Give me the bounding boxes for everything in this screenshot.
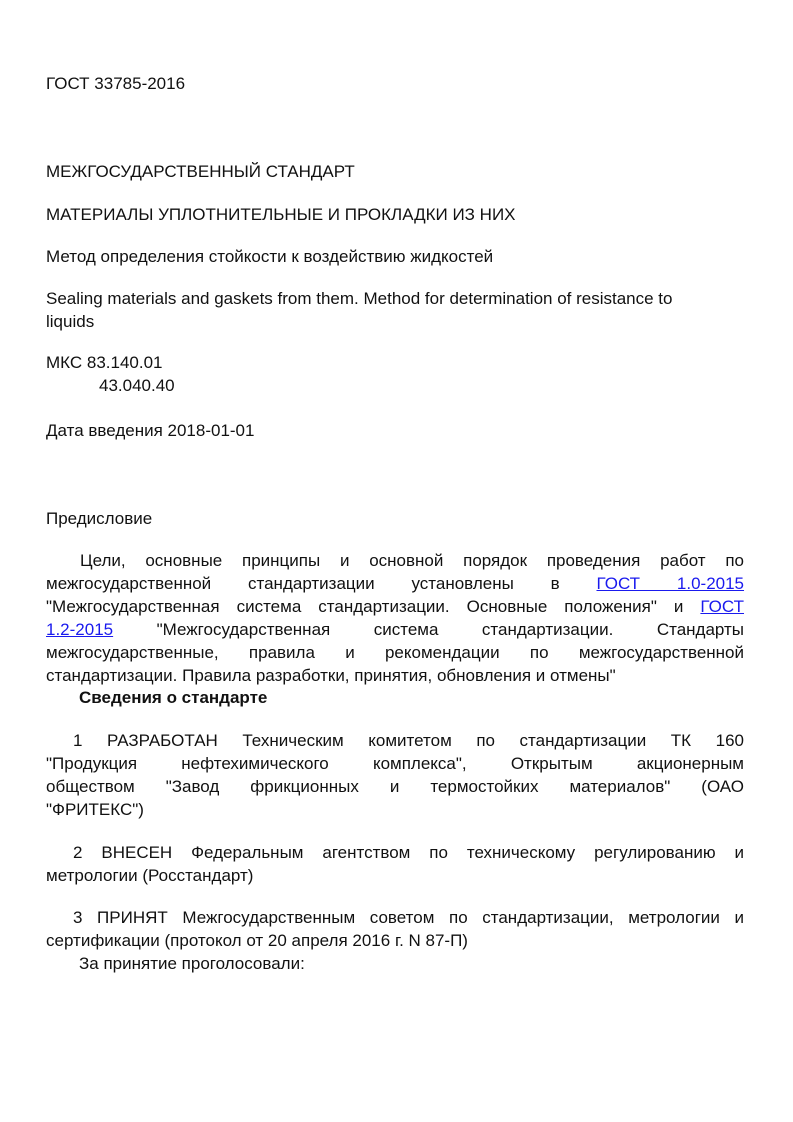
text-segment: межгосударственной стандартизации установлены в <box>46 574 597 593</box>
title-en-line: Sealing materials and gaskets from them. Method for determination of resistance to <box>46 289 673 308</box>
text-line <box>46 929 744 952</box>
text-segment: 2 ВНЕСЕН Федеральным агентством по техническому регулированию и <box>73 843 744 862</box>
text-segment: обществом "Завод фрикционных и термостойких материалов" (ОАО <box>46 777 744 796</box>
text-line <box>46 841 744 864</box>
foreword-paragraph <box>46 549 744 687</box>
subtitle-ru: Метод определения стойкости к воздействию жидкостей <box>46 247 494 266</box>
gost-link[interactable]: ГОСТ <box>700 597 744 616</box>
text-line <box>46 595 744 618</box>
text-segment: Цели, основные принципы и основной порядок проведения работ по <box>80 551 744 570</box>
item-2-paragraph <box>46 841 744 887</box>
text-line <box>46 729 744 752</box>
text-line <box>46 798 744 821</box>
title-en <box>46 287 744 333</box>
text-line <box>46 664 744 687</box>
mks-code: 43.040.40 <box>99 376 175 395</box>
document-id: ГОСТ 33785-2016 <box>46 74 186 93</box>
text-segment: сертификации (протокол от 20 апреля 2016 г. N 87-П) <box>46 931 468 950</box>
text-line <box>46 572 744 595</box>
text-line <box>46 549 744 572</box>
text-segment: метрологии (Росстандарт) <box>46 866 254 885</box>
mks-code: МКС 83.140.01 <box>46 353 163 372</box>
text-line <box>46 906 744 929</box>
text-segment: "Продукция нефтехимического комплекса", Открытым акционерным <box>46 754 744 773</box>
voted-label: За принятие проголосовали: <box>79 954 305 973</box>
text-segment: стандартизации. Правила разработки, принятия, обновления и отмены" <box>46 666 616 685</box>
title-ru: МАТЕРИАЛЫ УПЛОТНИТЕЛЬНЫЕ И ПРОКЛАДКИ ИЗ НИХ <box>46 205 516 224</box>
text-segment: межгосударственные, правила и рекомендации по межгосударственной <box>46 643 744 662</box>
text-line <box>46 864 744 887</box>
gost-link[interactable]: 1.2-2015 <box>46 620 114 639</box>
text-segment: 1 РАЗРАБОТАН Техническим комитетом по стандартизации ТК 160 <box>73 731 744 750</box>
gost-link[interactable]: ГОСТ 1.0-2015 <box>596 574 745 593</box>
text-line <box>46 775 744 798</box>
standard-type: МЕЖГОСУДАРСТВЕННЫЙ СТАНДАРТ <box>46 162 355 181</box>
info-heading: Сведения о стандарте <box>79 688 268 707</box>
text-segment: "Межгосударственная система стандартизации. Основные положения" и <box>46 597 701 616</box>
text-segment: 3 ПРИНЯТ Межгосударственным советом по стандартизации, метрологии и <box>73 908 744 927</box>
text-line <box>46 641 744 664</box>
text-segment: "Межгосударственная система стандартизации. Стандарты <box>113 620 744 639</box>
effective-date: Дата введения 2018-01-01 <box>46 421 255 440</box>
item-1-paragraph <box>46 729 744 821</box>
item-3-paragraph <box>46 906 744 952</box>
text-line <box>46 752 744 775</box>
text-line <box>46 618 744 641</box>
foreword-heading: Предисловие <box>46 509 153 528</box>
mks-codes <box>46 351 744 397</box>
title-en-line: liquids <box>46 312 95 331</box>
text-segment: "ФРИТЕКС") <box>46 800 144 819</box>
